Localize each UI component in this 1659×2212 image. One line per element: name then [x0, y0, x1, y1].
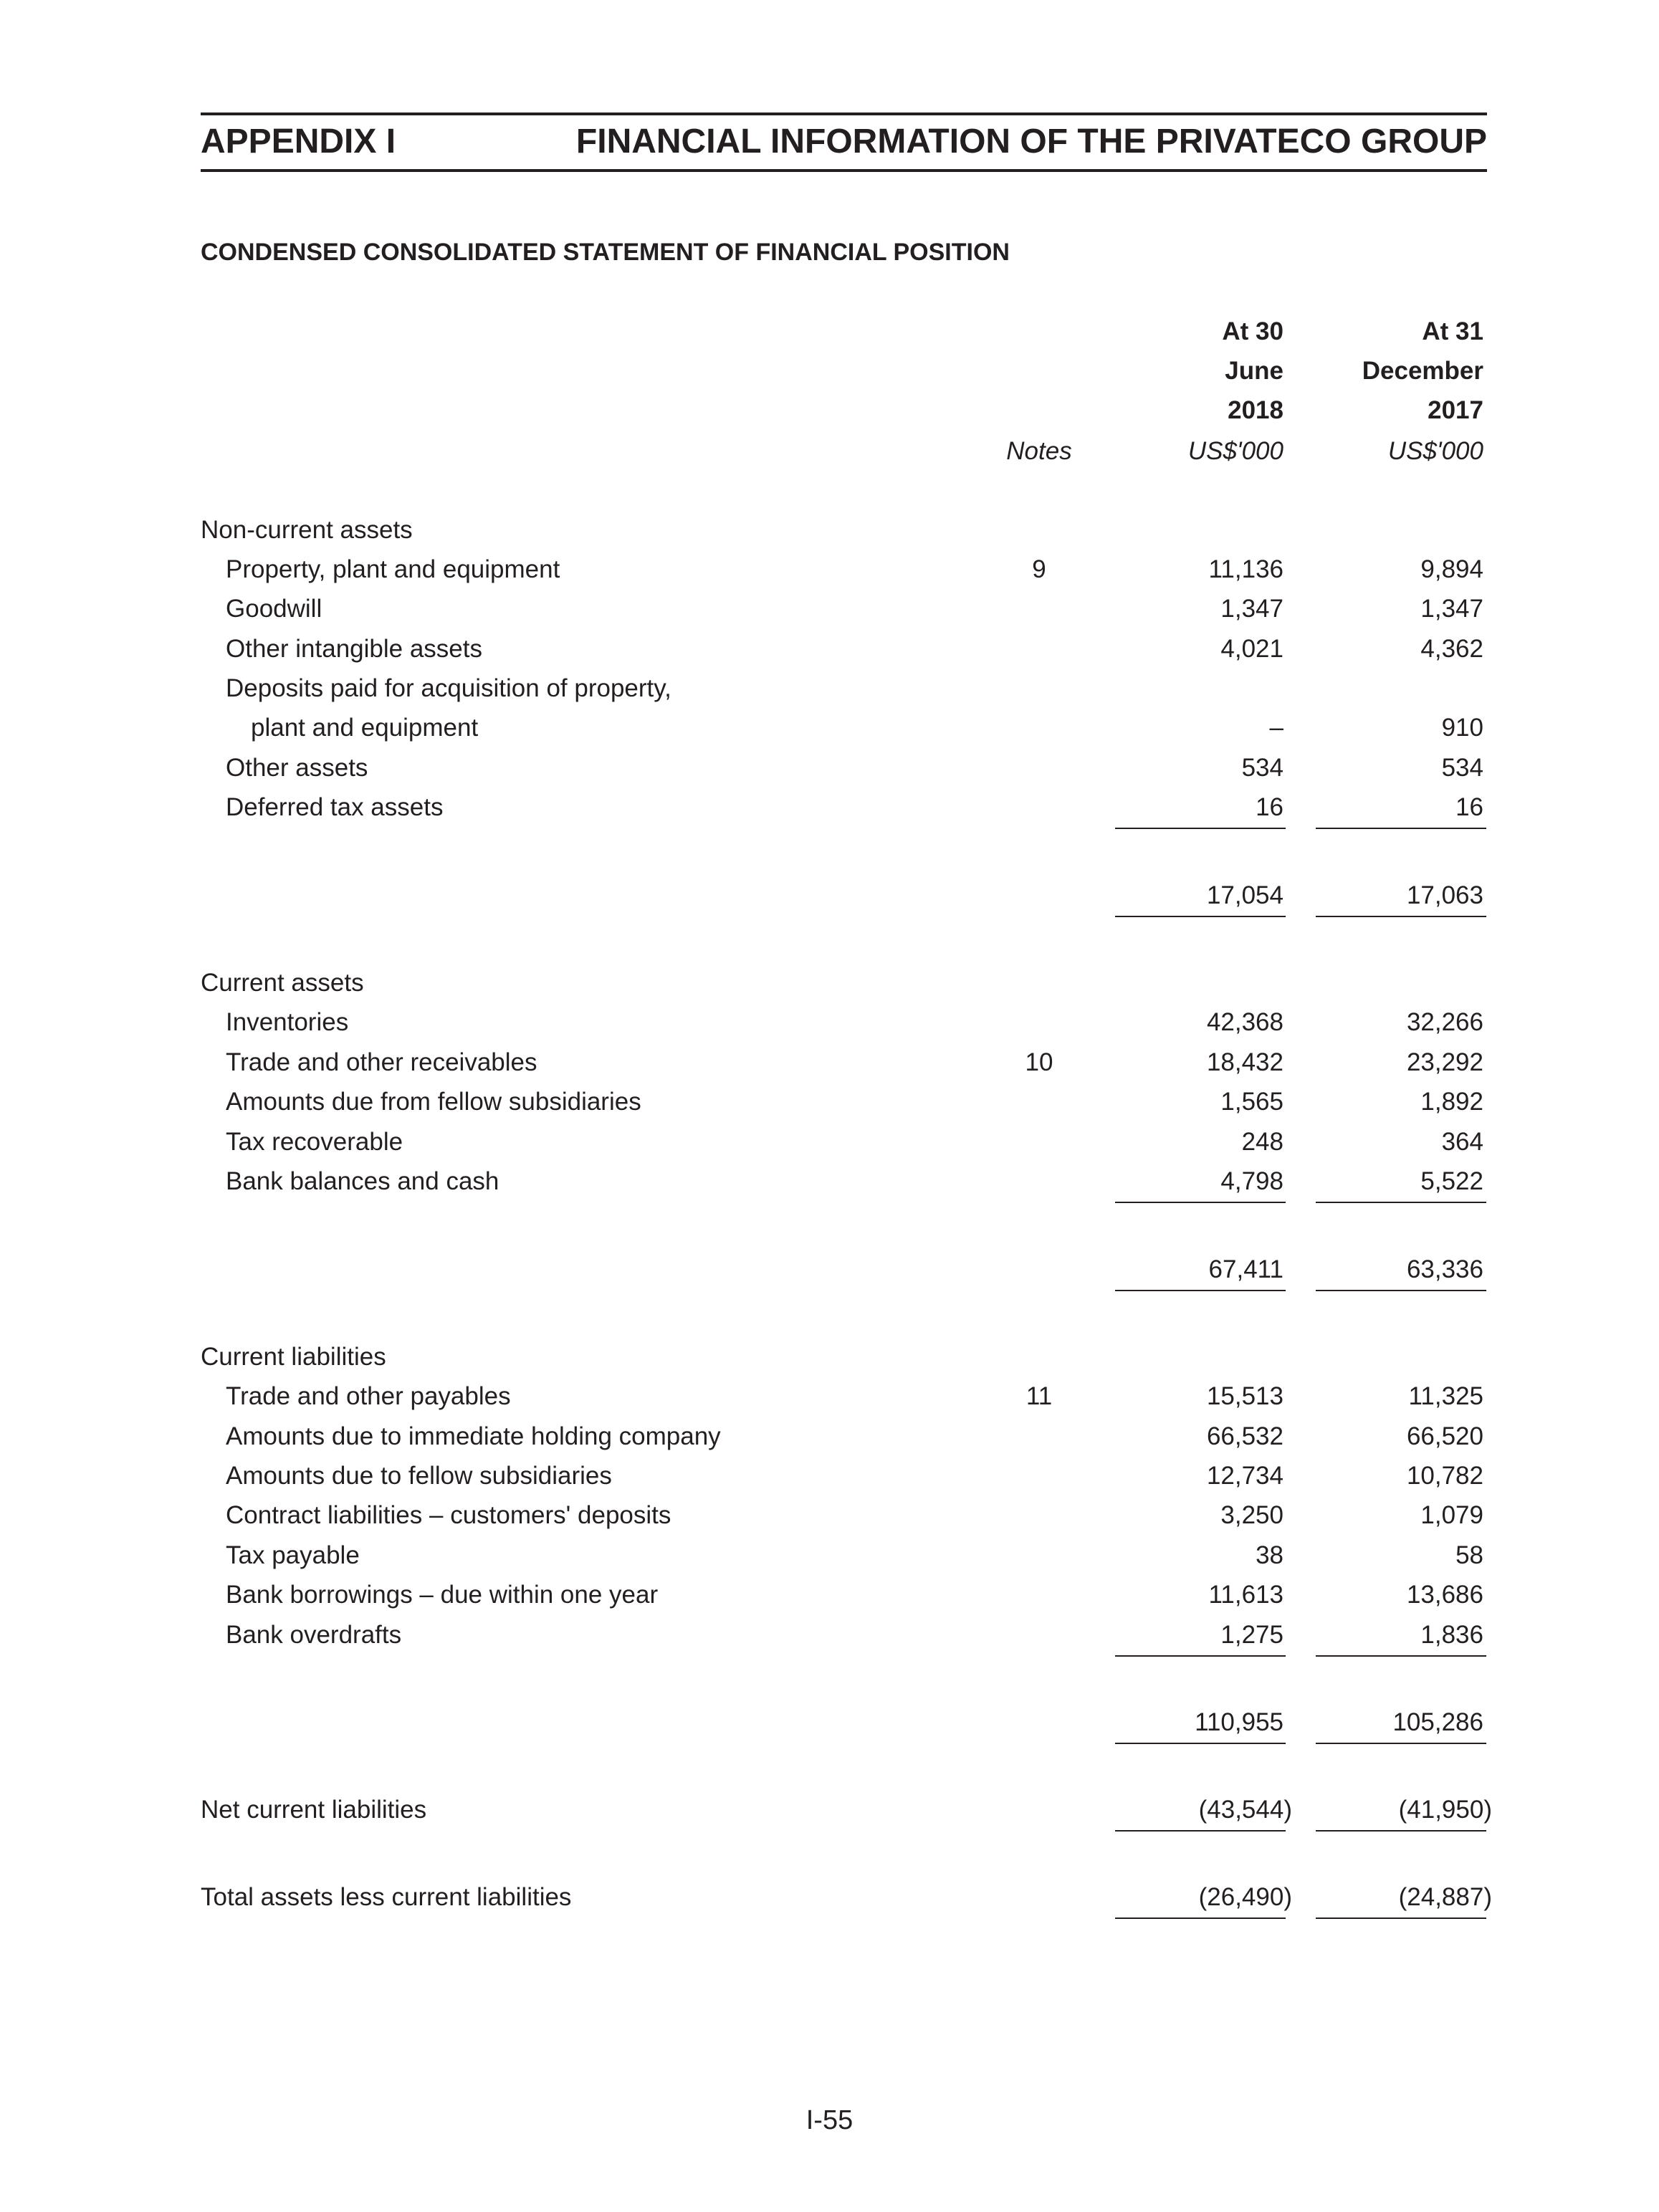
line-item-value-2017: 32,266: [1406, 1008, 1483, 1036]
line-item-label-continued: plant and equipment: [251, 714, 479, 742]
subtotal-value-2017: 105,286: [1392, 1708, 1483, 1736]
line-item-value-2018: –: [1269, 714, 1283, 742]
section-heading-current-liabilities: Current liabilities: [201, 1343, 386, 1371]
total-rule: [1316, 1830, 1486, 1832]
line-item-value-2018: 66,532: [1206, 1422, 1283, 1450]
line-item-value-2018: 11,613: [1208, 1581, 1283, 1609]
line-item-value-2018: 38: [1256, 1541, 1283, 1569]
line-item-note: 11: [1025, 1382, 1053, 1410]
total-assets-less-current-liabilities-2018: (26,490): [1198, 1883, 1292, 1911]
line-item-value-2017: 364: [1441, 1128, 1483, 1156]
total-rule: [1316, 916, 1486, 917]
line-item-label: Tax payable: [226, 1541, 360, 1569]
line-item-value-2017: 4,362: [1420, 635, 1483, 663]
col-2018-unit: US$'000: [1187, 437, 1283, 465]
col-2017-unit: US$'000: [1387, 437, 1483, 465]
line-item-value-2017: 1,079: [1420, 1501, 1483, 1529]
line-item-label: Inventories: [226, 1008, 349, 1036]
net-current-liabilities-2017: (41,950): [1398, 1796, 1492, 1824]
total-rule: [1316, 1743, 1486, 1744]
subtotal-rule: [1115, 1655, 1286, 1657]
line-item-label: Bank balances and cash: [226, 1167, 499, 1195]
col-2017-head-line1: At 31: [1422, 317, 1483, 345]
line-item-value-2017: 10,782: [1406, 1462, 1483, 1490]
line-item-value-2017: 11,325: [1408, 1382, 1483, 1410]
line-item-value-2018: 16: [1256, 793, 1283, 821]
section-heading-non-current-assets: Non-current assets: [201, 516, 413, 544]
subtotal-rule: [1316, 1655, 1486, 1657]
line-item-value-2017: 23,292: [1406, 1048, 1483, 1076]
line-item-value-2017: 1,347: [1420, 595, 1483, 623]
header-rule-top: [201, 112, 1487, 115]
line-item-value-2018: 18,432: [1206, 1048, 1283, 1076]
col-2017-head-line2: December: [1362, 357, 1483, 385]
line-item-label: Property, plant and equipment: [226, 555, 560, 583]
page-number: I-55: [805, 2105, 854, 2135]
line-item-value-2017: 5,522: [1420, 1167, 1483, 1195]
line-item-value-2018: 4,798: [1220, 1167, 1283, 1195]
header-rule-bottom: [201, 169, 1487, 172]
line-item-label: Bank borrowings – due within one year: [226, 1581, 659, 1609]
line-item-value-2018: 11,136: [1208, 555, 1283, 583]
line-item-value-2018: 3,250: [1220, 1501, 1283, 1529]
line-item-label: Deposits paid for acquisition of property,: [226, 674, 671, 702]
total-rule: [1115, 916, 1286, 917]
line-item-value-2018: 1,347: [1220, 595, 1283, 623]
line-item-label: Amounts due to immediate holding company: [226, 1422, 721, 1450]
total-rule: [1316, 1917, 1486, 1919]
line-item-label: Bank overdrafts: [226, 1621, 402, 1649]
subtotal-rule: [1316, 1202, 1486, 1203]
col-2018-head-line1: At 30: [1222, 317, 1283, 345]
notes-column-head: Notes: [1006, 437, 1072, 465]
line-item-label: Deferred tax assets: [226, 793, 444, 821]
subtotal-value-2018: 110,955: [1195, 1708, 1283, 1736]
subtotal-rule: [1115, 1202, 1286, 1203]
col-2018-head-line2: June: [1225, 357, 1283, 385]
appendix-label: APPENDIX I: [201, 123, 396, 161]
line-item-note: 9: [1032, 555, 1046, 583]
subtotal-value-2017: 17,063: [1406, 881, 1483, 909]
line-item-value-2017: 1,892: [1420, 1088, 1483, 1116]
total-rule: [1115, 1743, 1286, 1744]
line-item-value-2018: 1,565: [1220, 1088, 1283, 1116]
line-item-label: Trade and other payables: [226, 1382, 511, 1410]
col-2018-head-line3: 2018: [1228, 396, 1283, 424]
total-rule: [1115, 1917, 1286, 1919]
net-current-liabilities-label: Net current liabilities: [201, 1796, 427, 1824]
total-assets-less-current-liabilities-label: Total assets less current liabilities: [201, 1883, 572, 1911]
line-item-label: Other assets: [226, 754, 368, 782]
net-current-liabilities-2018: (43,544): [1198, 1796, 1292, 1824]
line-item-label: Tax recoverable: [226, 1128, 403, 1156]
statement-title: CONDENSED CONSOLIDATED STATEMENT OF FINANCIAL POSITION: [201, 239, 1010, 266]
total-rule: [1316, 1290, 1486, 1291]
line-item-value-2018: 15,513: [1206, 1382, 1283, 1410]
line-item-value-2017: 13,686: [1406, 1581, 1483, 1609]
total-rule: [1115, 1290, 1286, 1291]
subtotal-value-2018: 17,054: [1206, 881, 1283, 909]
line-item-label: Goodwill: [226, 595, 322, 623]
line-item-value-2017: 66,520: [1406, 1422, 1483, 1450]
subtotal-rule: [1316, 828, 1486, 829]
line-item-value-2018: 4,021: [1220, 635, 1283, 663]
subtotal-value-2017: 63,336: [1406, 1255, 1483, 1283]
line-item-value-2018: 12,734: [1206, 1462, 1283, 1490]
line-item-value-2018: 1,275: [1220, 1621, 1283, 1649]
line-item-value-2017: 58: [1455, 1541, 1483, 1569]
line-item-label: Amounts due to fellow subsidiaries: [226, 1462, 612, 1490]
line-item-value-2018: 534: [1241, 754, 1283, 782]
subtotal-value-2018: 67,411: [1208, 1255, 1283, 1283]
line-item-label: Other intangible assets: [226, 635, 482, 663]
section-title: FINANCIAL INFORMATION OF THE PRIVATECO GROUP: [575, 123, 1487, 161]
subtotal-rule: [1115, 828, 1286, 829]
line-item-label: Contract liabilities – customers' deposits: [226, 1501, 671, 1529]
line-item-value-2017: 1,836: [1420, 1621, 1483, 1649]
line-item-value-2017: 910: [1441, 714, 1483, 742]
line-item-label: Trade and other receivables: [226, 1048, 537, 1076]
section-heading-current-assets: Current assets: [201, 969, 364, 997]
line-item-value-2017: 534: [1441, 754, 1483, 782]
line-item-note: 10: [1025, 1048, 1053, 1076]
col-2017-head-line3: 2017: [1428, 396, 1483, 424]
total-assets-less-current-liabilities-2017: (24,887): [1398, 1883, 1492, 1911]
total-rule: [1115, 1830, 1286, 1832]
line-item-value-2017: 9,894: [1420, 555, 1483, 583]
line-item-value-2017: 16: [1455, 793, 1483, 821]
line-item-value-2018: 248: [1241, 1128, 1283, 1156]
line-item-label: Amounts due from fellow subsidiaries: [226, 1088, 641, 1116]
line-item-value-2018: 42,368: [1206, 1008, 1283, 1036]
